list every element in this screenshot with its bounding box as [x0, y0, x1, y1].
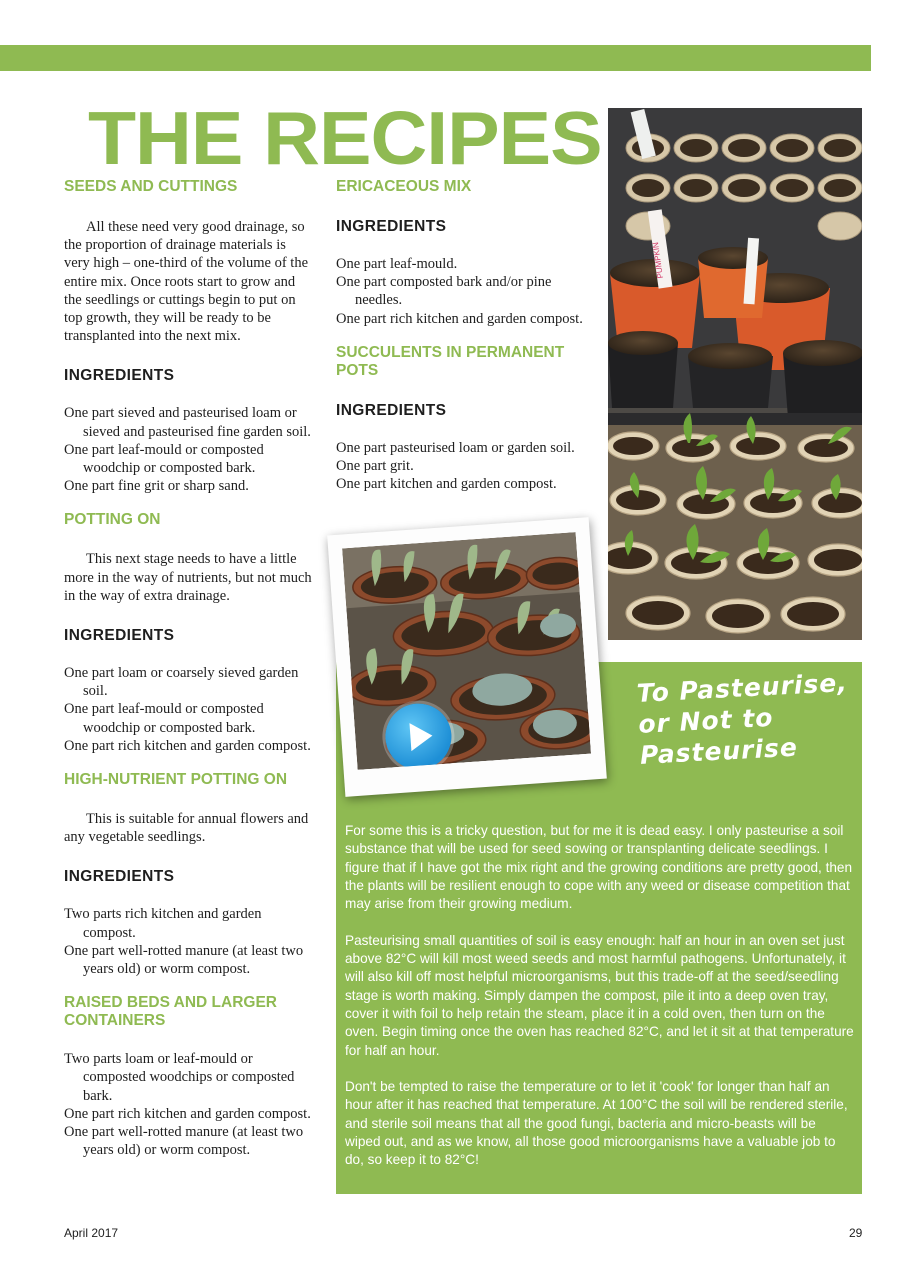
high-nutrient-intro: This is suitable for annual flowers and any vegetable seedlings.: [64, 811, 309, 846]
ingredients-heading: INGREDIENTS: [64, 868, 175, 886]
raised-beds-ingredients-list: [64, 1050, 314, 1159]
high-nutrient-ingredients-list: [64, 905, 314, 978]
list-item: One part leaf-mould or composted woodchip or composted bark.: [64, 701, 264, 736]
list-item: One part rich kitchen and garden compost.: [64, 737, 311, 754]
middle-column: [336, 178, 588, 493]
seedling-photo-graphic: [608, 108, 862, 640]
ingredients-heading: INGREDIENTS: [336, 218, 447, 235]
list-item: One part sieved and pasteurised loam or sieved and pasteurised fine garden soil.: [64, 405, 311, 440]
seedling-trays-photo: [608, 108, 862, 640]
list-item: One part loam or coarsely sieved garden soil.: [64, 665, 299, 700]
ingredients-heading: INGREDIENTS: [336, 401, 447, 419]
lavender-pots-graphic: [342, 532, 591, 770]
list-item: One part pasteurised loam or garden soil.: [336, 439, 575, 456]
section-heading-seeds: SEEDS AND CUTTINGS: [64, 178, 238, 195]
seeds-intro: All these need very good drainage, so the proportion of drainage materials is very high – one-third of the volume of the entire mix. Once roots start to grow and the seedlings or cuttings begin to put on top growth, they will be ready to be transplanted into the next mix.: [64, 219, 309, 345]
section-heading-high-nutrient: HIGH-NUTRIENT POTTING ON: [64, 771, 288, 789]
seeds-ingredients-list: [64, 404, 314, 495]
potting-on-intro: This next stage needs to have a little more in the way of nutrients, but not much in the way of extra drainage.: [64, 551, 312, 604]
top-accent-bar: [0, 45, 871, 71]
sidebar-title: To Pasteurise, or Not to Pasteurise: [636, 667, 849, 770]
left-column: [64, 178, 314, 1160]
ingredients-heading: INGREDIENTS: [64, 367, 175, 385]
list-item: One part kitchen and garden compost.: [336, 476, 557, 493]
sidebar-paragraph: Don't be tempted to raise the temperature or to let it 'cook' for longer than half an hour after it has reached that temperature. At 100°C the soil will be rendered sterile, and sterile soil means that all the good fungi, bacteria and micro-beasts will be wiped out, and as we know, all those good microorganisms have a valuable job to do, so keep it to 82°C!: [345, 1079, 848, 1168]
section-heading-raised-beds: RAISED BEDS AND LARGER CONTAINERS: [64, 994, 277, 1030]
page-title: THE RECIPES: [88, 96, 602, 180]
list-item: One part rich kitchen and garden compost.: [64, 1105, 311, 1122]
footer-page-number: 29: [849, 1226, 863, 1240]
pumpkin-label: PUMPKIN: [650, 241, 665, 279]
sidebar-paragraph: For some this is a tricky question, but for me it is dead easy. I only pasteurise a soil substance that will be used for seed sowing or transplanting delicate seedlings. I figure that if I have got the mix right and the growing conditions are pretty good, then the plants will be resilient enough to cope with any weed or disease competition that may arise from their growing medium.: [345, 823, 853, 912]
list-item: One part well-rotted manure (at least two years old) or worm compost.: [64, 1124, 304, 1159]
list-item: Two parts loam or leaf-mould or composted woodchips or composted bark.: [64, 1051, 295, 1104]
list-item: One part grit.: [336, 458, 414, 475]
section-heading-succulents: SUCCULENTS IN PERMANENT POTS: [336, 343, 565, 379]
list-item: One part leaf-mould.: [336, 256, 458, 272]
list-item: One part rich kitchen and garden compost.: [336, 310, 583, 327]
list-item: One part leaf-mould or composted woodchip or composted bark.: [64, 441, 264, 477]
list-item: One part well-rotted manure (at least two years old) or worm compost.: [64, 942, 304, 978]
ingredients-heading: INGREDIENTS: [64, 627, 175, 645]
potting-on-ingredients-list: [64, 664, 314, 755]
section-heading-ericaceous: ERICACEOUS MIX: [336, 178, 472, 195]
succulents-ingredients-list: [336, 439, 588, 494]
video-polaroid-frame: [327, 517, 607, 797]
list-item: Two parts rich kitchen and garden compost.: [64, 906, 262, 941]
lavender-pots-video-thumbnail[interactable]: [342, 532, 591, 770]
list-item: One part fine grit or sharp sand.: [64, 478, 249, 495]
section-heading-potting-on: POTTING ON: [64, 511, 161, 529]
ericaceous-ingredients-list: [336, 255, 588, 328]
list-item: One part composted bark and/or pine needles.: [336, 274, 552, 309]
sidebar-body: [345, 822, 855, 1170]
footer-date: April 2017: [64, 1226, 119, 1240]
sidebar-paragraph: Pasteurising small quantities of soil is easy enough: half an hour in an oven set just above 82°C will kill most weed seeds and most harmful pathogens. Unfortunately, it will also kill off most helpful microorganisms, but this trade-off at the seed/seedling stage is worth making. Simply dampen the compost, pile it into a deep oven tray, cover it with foil to help retain the steam, place it in a cold oven, then turn on the oven. Begin timing once the oven has reached 82°C, and let it sit at that temperature for half an hour.: [345, 932, 854, 1058]
